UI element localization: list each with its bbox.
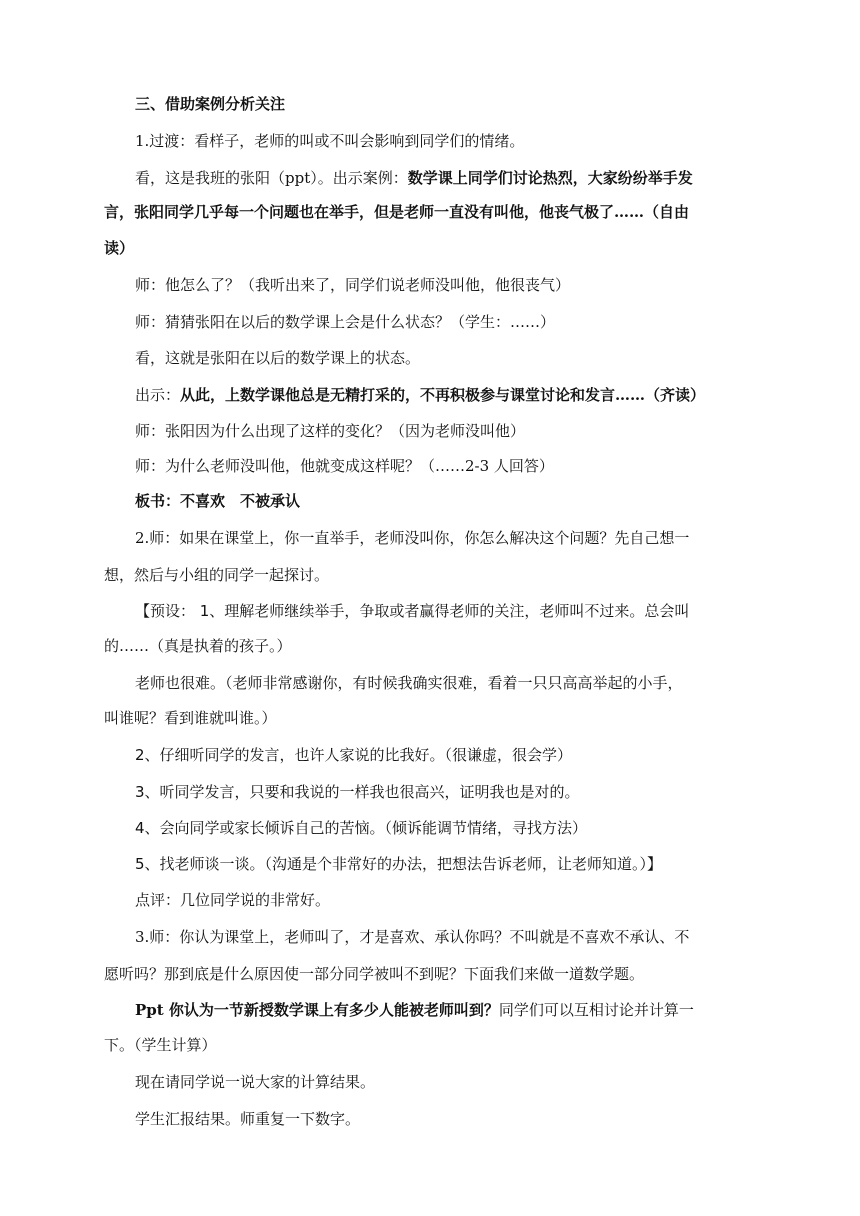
- paragraph-text: 点评：几位同学说的非常好。: [135, 891, 331, 909]
- preset-text: 5、找老师谈一谈。（沟通是个非常好的办法，把想法告诉老师，让老师知道。）】: [135, 855, 663, 873]
- preset-item-2: [135, 742, 780, 768]
- paragraph-teacher-3: [135, 924, 780, 950]
- paragraph-text: 愿听吗？那到底是什么原因使一部分同学被叫不到呢？下面我们来做一道数学题。: [104, 965, 645, 983]
- preset-text: 【预设： 1、理解老师继续举手，争取或者赢得老师的关注，老师叫不过来。总会叫: [135, 602, 690, 620]
- paragraph-text: 想，然后与小组的同学一起探讨。: [104, 566, 330, 584]
- paragraph-teacher-q2: [135, 309, 780, 335]
- paragraph-text: 师：为什么老师没叫他，他就变成这样呢？（……2-3 人回答）: [135, 457, 554, 475]
- paragraph-teacher-3-cont: [104, 961, 780, 987]
- paragraph-text: 下。（学生计算）: [104, 1036, 217, 1054]
- case-bold-text: 言，张阳同学几乎每一个问题也在举手，但是老师一直没有叫他，他丧气极了……（自由: [104, 203, 690, 221]
- preset-text: 3、听同学发言，只要和我说的一样我也很高兴，证明我也是对的。: [135, 783, 580, 801]
- blackboard-note: [135, 488, 780, 514]
- paragraph-text: 师：他怎么了？（我听出来了，同学们说老师没叫他，他很丧气）: [135, 276, 571, 294]
- paragraph-teacher-2-cont: [104, 562, 780, 588]
- blackboard-text: 板书：不喜欢 不被承认: [135, 492, 301, 510]
- paragraph-text: 出示：: [135, 386, 181, 404]
- preset-text: 的……（真是执着的孩子。）: [104, 637, 292, 655]
- paragraph-report-result: [135, 1106, 780, 1132]
- paragraph-text: 学生汇报结果。师重复一下数字。: [135, 1110, 361, 1128]
- case-bold-line: [104, 235, 780, 261]
- case-bold-text: 数学课上同学们讨论热烈，大家纷纷举手发: [407, 169, 693, 187]
- paragraph-teacher-q1: [135, 272, 780, 298]
- paragraph-teacher-q3: [135, 418, 780, 444]
- preset-line: [135, 598, 780, 624]
- paragraph-text: 3.师：你认为课堂上，老师叫了，才是喜欢、承认你吗？不叫就是不喜欢不承认、不: [135, 928, 690, 946]
- preset-item-5: [135, 851, 780, 877]
- preset-teacher-hard-cont: [104, 705, 780, 731]
- paragraph-teacher-2: [135, 525, 780, 551]
- paragraph-text: 同学们可以互相讨论并计算一: [498, 1001, 694, 1019]
- preset-text: 叫谁呢？看到谁就叫谁。）: [104, 709, 277, 727]
- paragraph-text: 1.过渡：看样子，老师的叫或不叫会影响到同学们的情绪。: [135, 132, 525, 150]
- preset-text: 老师也很难。（老师非常感谢你，有时候我确实很难，看着一只只高高举起的小手，: [135, 674, 683, 692]
- paragraph-comment: [135, 887, 780, 913]
- case-bold-text: 读）: [104, 239, 135, 257]
- preset-item-4: [135, 815, 780, 841]
- paragraph-text: 看，这是我班的张阳（ppt）。出示案例：: [135, 169, 408, 187]
- section-heading: [135, 91, 780, 117]
- paragraph-text: 师：张阳因为什么出现了这样的变化？（因为老师没叫他）: [135, 422, 526, 440]
- preset-item-3: [135, 779, 780, 805]
- preset-line-cont: [104, 633, 780, 659]
- paragraph-look: [135, 345, 780, 371]
- paragraph-teacher-q4: [135, 453, 780, 479]
- paragraph-ppt-question: [135, 997, 780, 1023]
- show-bold-text: 从此，上数学课他总是无精打采的，不再积极参与课堂讨论和发言……（齐读）: [180, 386, 706, 404]
- preset-text: 4、会向同学或家长倾诉自己的苦恼。（倾诉能调节情绪，寻找方法）: [135, 819, 588, 837]
- case-bold-line: [104, 199, 780, 225]
- paragraph-case-intro: [135, 165, 780, 191]
- paragraph-ppt-question-cont: [104, 1032, 780, 1058]
- preset-text: 2、仔细听同学的发言，也许人家说的比我好。（很谦虚，很会学）: [135, 746, 573, 764]
- paragraph-show: [135, 382, 780, 408]
- preset-teacher-hard: [135, 670, 780, 696]
- paragraph-transition: [135, 128, 780, 154]
- paragraph-text: 现在请同学说一说大家的计算结果。: [135, 1073, 376, 1091]
- paragraph-text: 2.师：如果在课堂上，你一直举手，老师没叫你，你怎么解决这个问题？先自己想一: [135, 529, 690, 547]
- paragraph-report-request: [135, 1069, 780, 1095]
- paragraph-text: 师：猜猜张阳在以后的数学课上会是什么状态？（学生：……）: [135, 313, 556, 331]
- paragraph-text: 看，这就是张阳在以后的数学课上的状态。: [135, 349, 421, 367]
- section-heading-text: 三、借助案例分析关注: [135, 95, 286, 113]
- ppt-bold-text: Ppt 你认为一节新授数学课上有多少人能被老师叫到？: [135, 1001, 499, 1019]
